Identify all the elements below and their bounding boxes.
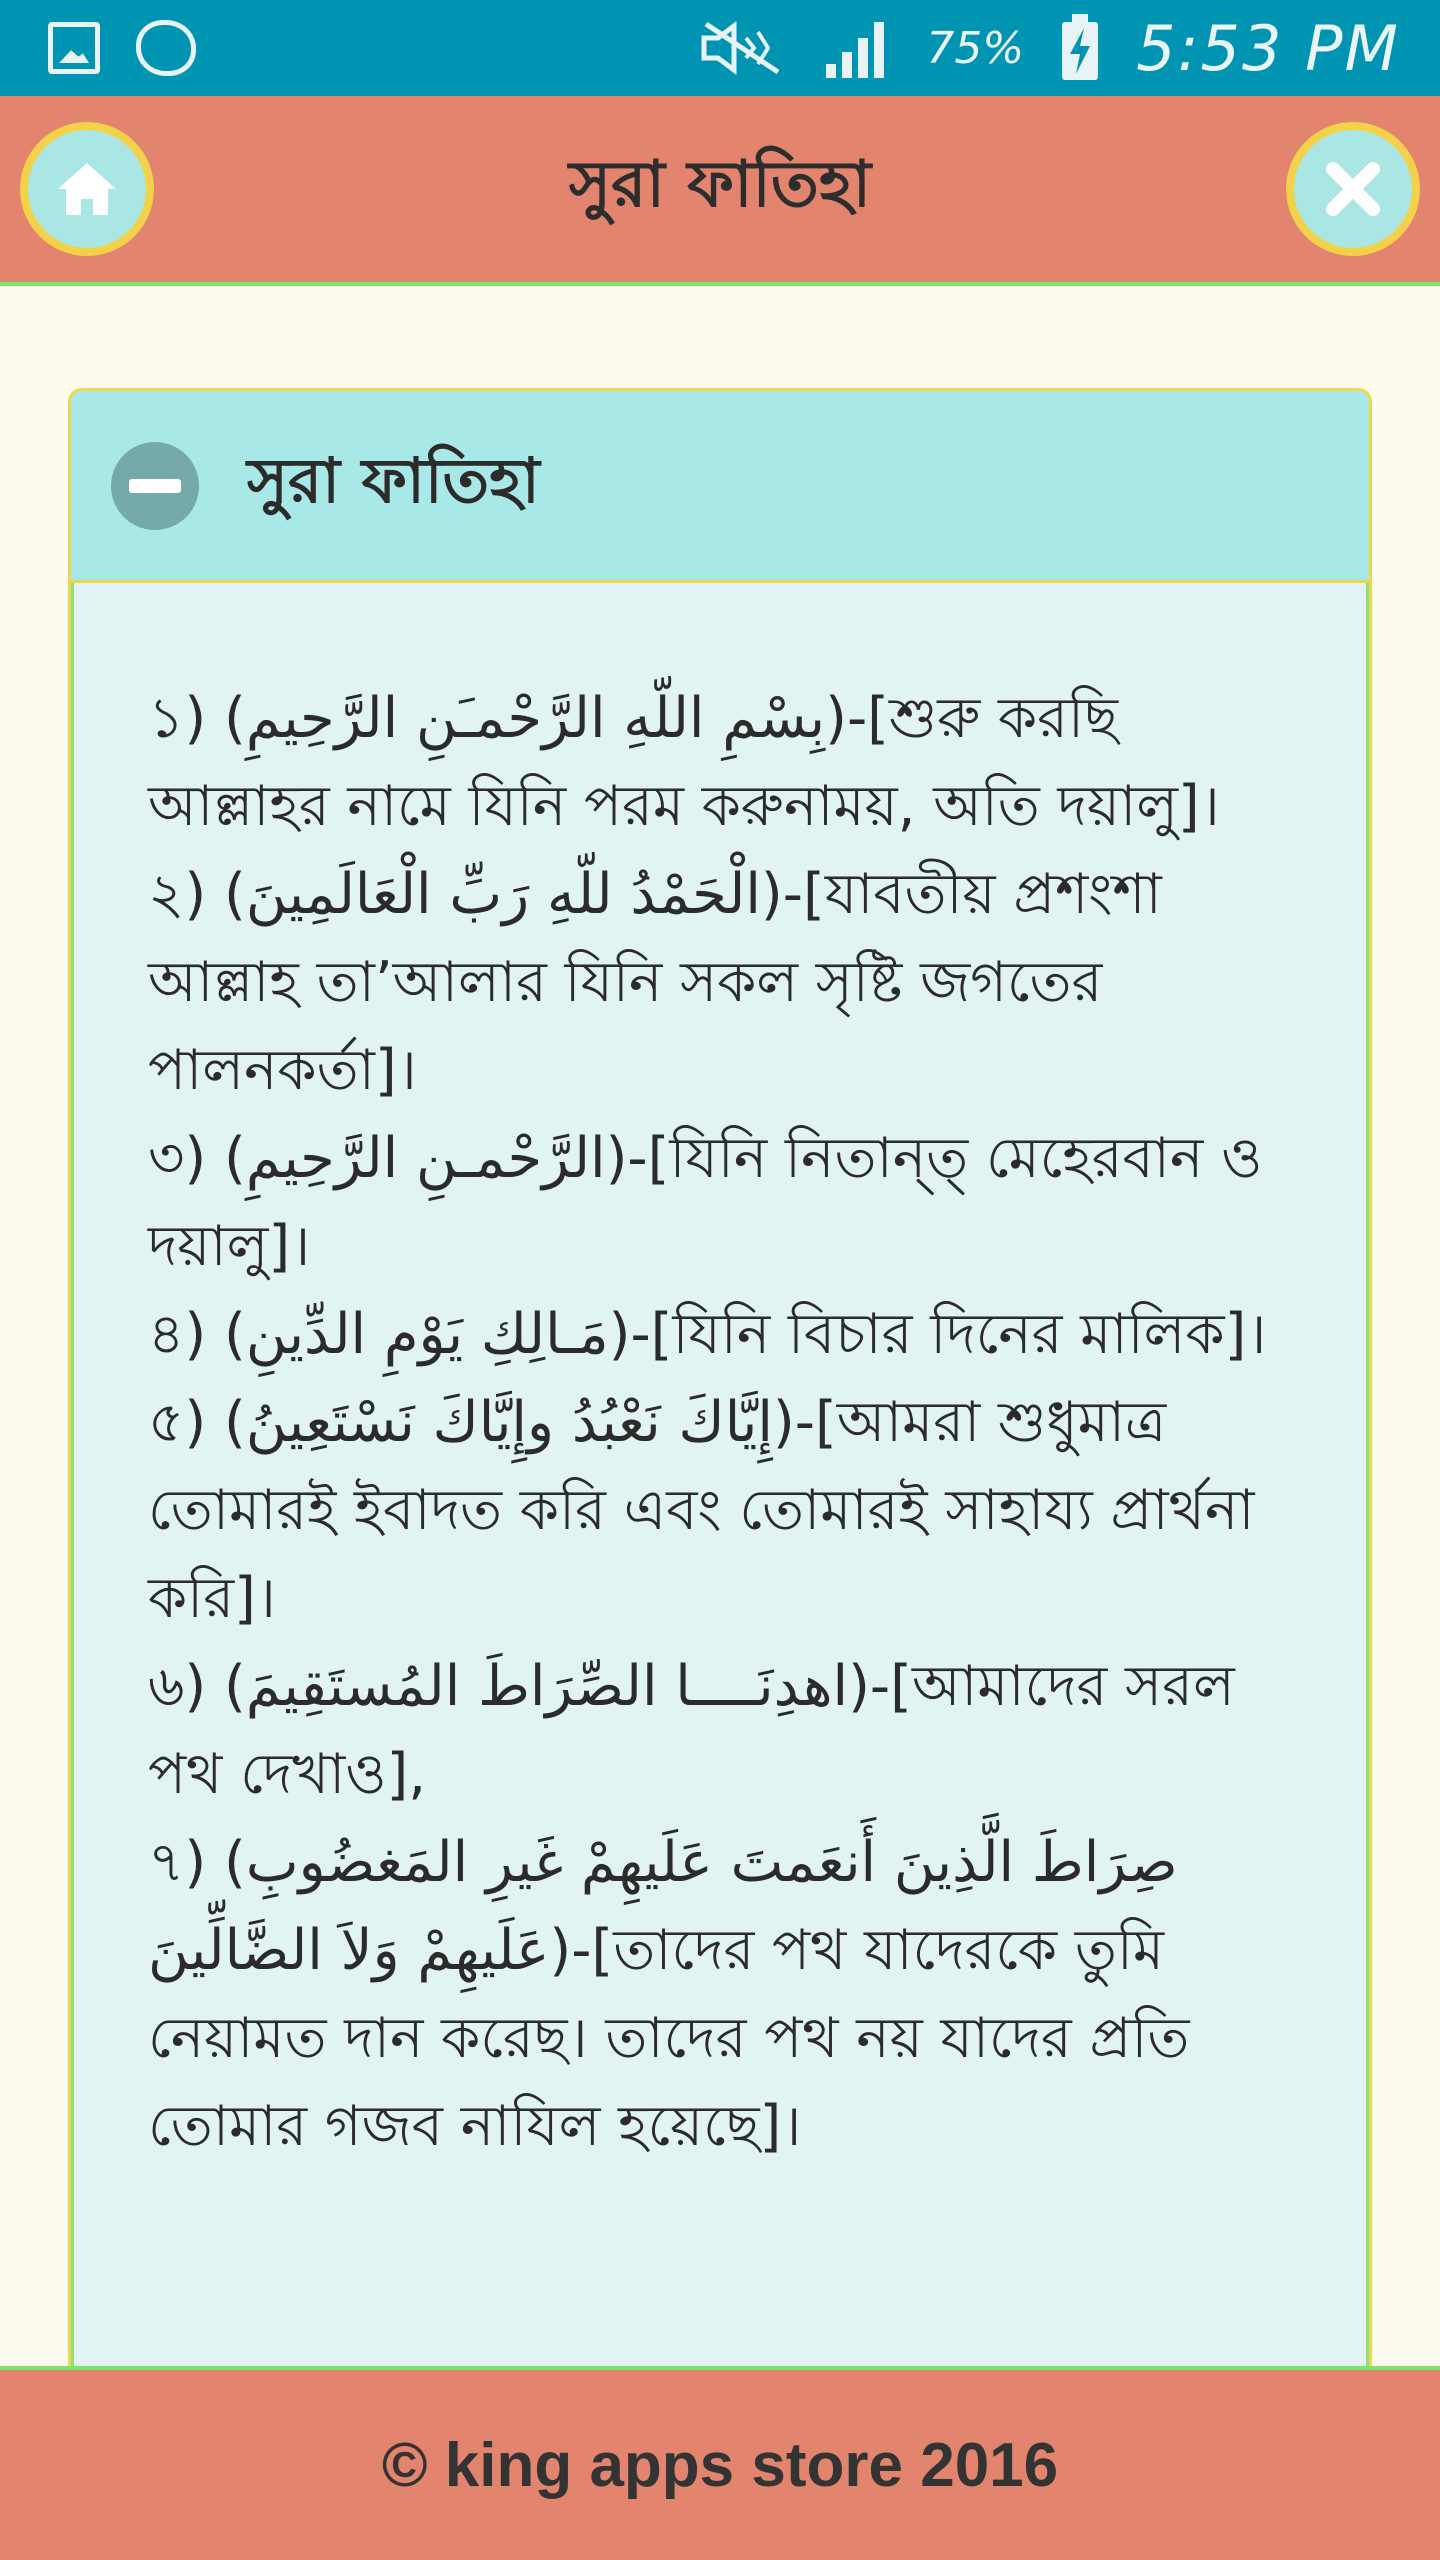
- accordion-header[interactable]: [71, 391, 1369, 583]
- page-title: সুরা ফাতিহা: [568, 147, 872, 222]
- battery-percent: 75%: [926, 22, 1025, 74]
- accordion-title: সুরা ফাতিহা: [247, 444, 540, 517]
- gallery-icon: [48, 22, 100, 74]
- mute-icon: [696, 20, 788, 76]
- home-icon: [54, 159, 120, 219]
- verse-1: ১) (بِسْمِ اللّهِ الرَّحْمـَنِ الرَّحِيمِ)-[শুরু করছি আল্লাহর নামে যিনি পরম করুনাময়, অতি দয়ালু]।: [148, 686, 1220, 839]
- clock: 5:53 PM: [1136, 11, 1400, 85]
- home-button-face: [28, 130, 146, 248]
- verse-5: ৫) (إِيَّاكَ نَعْبُدُ وإِيَّاكَ نَسْتَعِينُ)-[আমরা শুধুমাত্র তোমারই ইবাদত করি এবং তোমারই সাহায্য প্রার্থনা করি]।: [148, 1390, 1255, 1631]
- surah-accordion: [68, 388, 1372, 2388]
- status-left: [48, 20, 196, 76]
- verse-2: ২) (الْحَمْدُ للّهِ رَبِّ الْعَالَمِينَ)-[যাবতীয় প্রশংশা আল্লাহ তা’আলার যিনি সকল সৃষ্টি জগতের পালনকর্তা]।: [148, 862, 1162, 1103]
- close-icon: [1321, 157, 1385, 221]
- battery-charging-icon: [1060, 14, 1100, 82]
- accordion-body: [71, 583, 1369, 2388]
- home-button[interactable]: [20, 122, 154, 256]
- minus-bar: [129, 479, 181, 493]
- minus-circle-icon[interactable]: [111, 442, 199, 530]
- status-bar: [0, 0, 1440, 96]
- footer-copyright: © king apps store 2016: [0, 2366, 1440, 2560]
- signal-icon: [824, 16, 890, 80]
- chat-bubble-icon: [136, 20, 196, 76]
- verse-4: ৪) (مَـالِكِ يَوْمِ الدِّينِ)-[যিনি বিচার দিনের মালিক]।: [148, 1302, 1267, 1367]
- verse-6: ৬) (اهدِنَــــا الصِّرَاطَ المُستَقِيمَ)-[আমাদের সরল পথ দেখাও],: [148, 1654, 1235, 1807]
- verse-7: ৭) (صِرَاطَ الَّذِينَ أَنعَمتَ عَلَيهِمْ غَيرِ المَغضُوبِ عَلَيهِمْ وَلاَ الضَّالِّينَ)-[তাদের পথ যাদেরকে তুমি নেয়ামত দান করেছ। তাদের পথ নয় যাদের প্রতি তোমার গজব নাযিল হয়েছে]।: [148, 1830, 1190, 2159]
- close-button-face: [1294, 130, 1412, 248]
- verse-3: ৩) (الرَّحْمـنِ الرَّحِيمِ)-[যিনি নিতান্ত্ মেহেরবান ও দয়ালু]।: [148, 1126, 1263, 1279]
- app-header: [0, 96, 1440, 286]
- close-button[interactable]: [1286, 122, 1420, 256]
- status-right: [696, 12, 1400, 85]
